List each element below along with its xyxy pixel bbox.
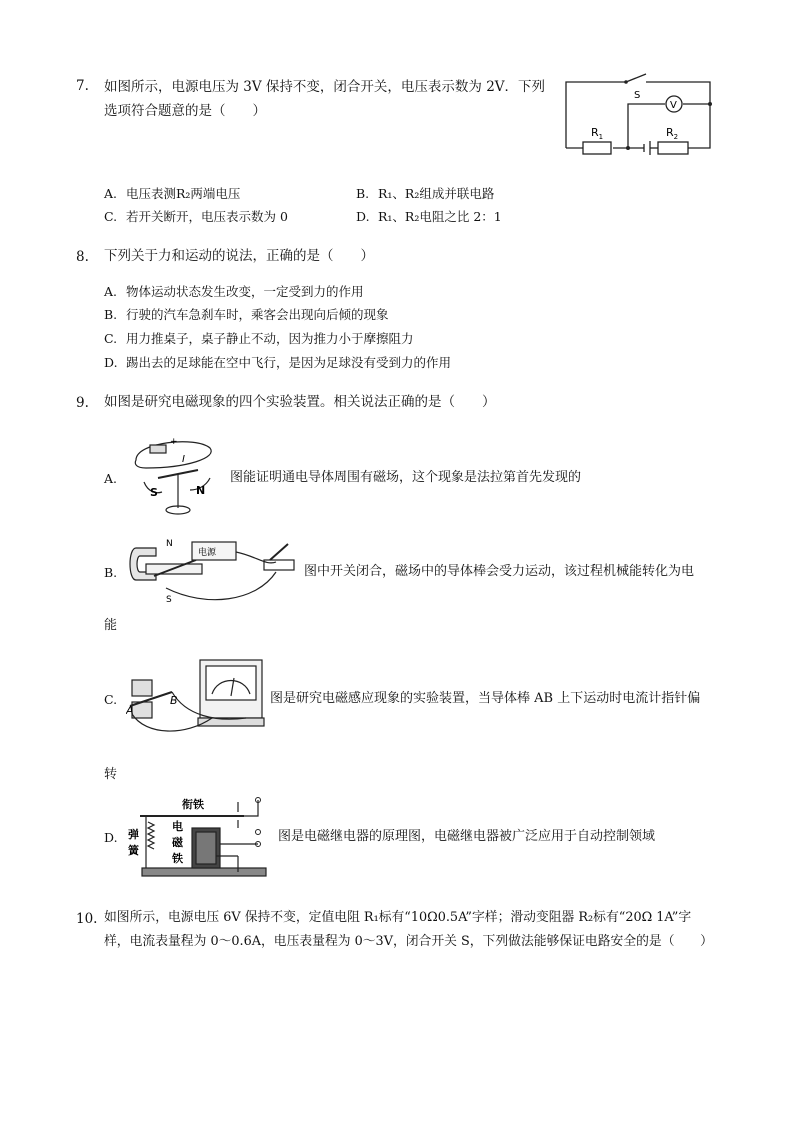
q9d-spring-label-2: 簧	[128, 844, 139, 857]
q8-option-d[interactable]: D. 踢出去的足球能在空中飞行，是因为足球没有受到力的作用	[104, 355, 452, 370]
q7-switch-label: S	[634, 90, 641, 101]
q8-option-a[interactable]: A. 物体运动状态发生改变，一定受到力的作用	[104, 284, 364, 299]
q9d-relay-figure	[126, 792, 272, 878]
q7-option-d[interactable]: D. R₁、R₂电阻之比 2：1	[356, 209, 502, 224]
q7-stem-line1: 如图所示，电源电压为 3V 保持不变，闭合开关，电压表示数为 2V．下列	[104, 79, 546, 95]
q10-stem-line1: 如图所示，电源电压 6V 保持不变，定值电阻 R₁标有“10Ω0.5A”字样；滑动变阻器 R₂标有“20Ω 1A”字	[104, 910, 692, 925]
q9-option-c-wrap: 转	[104, 767, 118, 782]
q10-number: 10.	[76, 911, 98, 927]
svg-text:R2	[666, 126, 678, 141]
svg-text:R1	[591, 126, 603, 141]
q7-option-c[interactable]: C. 若开关断开，电压表示数为 0	[104, 209, 288, 224]
q7-r2-label: R	[666, 126, 674, 139]
q9-option-b-label[interactable]: B.	[104, 565, 118, 580]
q7-circuit-diagram	[558, 68, 718, 160]
q9-option-b-text: 图中开关闭合，磁场中的导体棒会受力运动，该过程机械能转化为电	[304, 564, 695, 579]
q9-option-b-wrap: 能	[104, 618, 118, 633]
q7-stem-line2: 选项符合题意的是（ ）	[104, 103, 266, 119]
q9-option-a-text: 图能证明通电导体周围有磁场，这个现象是法拉第首先发现的	[230, 470, 582, 485]
q8-stem: 下列关于力和运动的说法，正确的是（ ）	[104, 248, 374, 264]
q9b-n-label: N	[166, 539, 173, 549]
q8-number: 8.	[76, 249, 89, 265]
q7-option-a[interactable]: A. 电压表测R₂两端电压	[104, 186, 241, 201]
q9-option-d-text: 图是电磁继电器的原理图，电磁继电器被广泛应用于自动控制领域	[278, 829, 656, 844]
q7-option-b[interactable]: B. R₁、R₂组成并联电路	[356, 186, 495, 201]
q9b-s-label: S	[166, 595, 172, 605]
q9a-oersted-figure	[126, 432, 226, 518]
q9-stem: 如图是研究电磁现象的四个实验装置。相关说法正确的是（ ）	[104, 394, 496, 410]
q9b-power-source-label: 电源	[198, 548, 217, 558]
q9a-s-label: S	[150, 486, 158, 499]
q9d-electromagnet-label-2: 磁	[172, 836, 183, 849]
q9-number: 9.	[76, 395, 89, 411]
q9d-electromagnet-label-1: 电	[172, 820, 183, 833]
q9d-electromagnet-label-3: 铁	[172, 852, 183, 865]
q7-r2-subscript: 2	[673, 133, 679, 141]
q7-number: 7.	[76, 78, 89, 94]
q9c-induction-figure	[126, 656, 266, 740]
q9b-motor-figure	[126, 536, 300, 608]
q9a-n-label: N	[196, 484, 206, 497]
q8-option-b[interactable]: B. 行驶的汽车急刹车时，乘客会出现向后倾的现象	[104, 307, 389, 322]
q9-option-a-label[interactable]: A.	[104, 471, 118, 486]
q9-option-d-label[interactable]: D.	[104, 830, 118, 845]
q7-r1-label: R	[591, 126, 599, 139]
q9a-current-label: I	[182, 454, 185, 465]
q9-option-c-label[interactable]: C.	[104, 692, 118, 707]
q7-r1-subscript: 1	[598, 133, 604, 141]
q9-option-c-text: 图是研究电磁感应现象的实验装置，当导体棒 AB 上下运动时电流计指针偏	[270, 691, 701, 706]
q7-meter-label: V	[670, 100, 677, 111]
q9a-plus-label: +	[170, 437, 178, 447]
q10-stem-line2: 样，电流表量程为 0～0.6A，电压表量程为 0～3V，闭合开关 S，下列做法能够保证电路安全的是（ ）	[104, 934, 713, 949]
q8-option-c[interactable]: C. 用力推桌子，桌子静止不动，因为推力小于摩擦阻力	[104, 331, 414, 346]
q9d-spring-label-1: 弹	[128, 828, 139, 841]
q9d-armature-label: 衔铁	[182, 798, 204, 811]
q9c-b-label: B	[170, 694, 178, 707]
q9c-a-label: A	[126, 704, 134, 717]
